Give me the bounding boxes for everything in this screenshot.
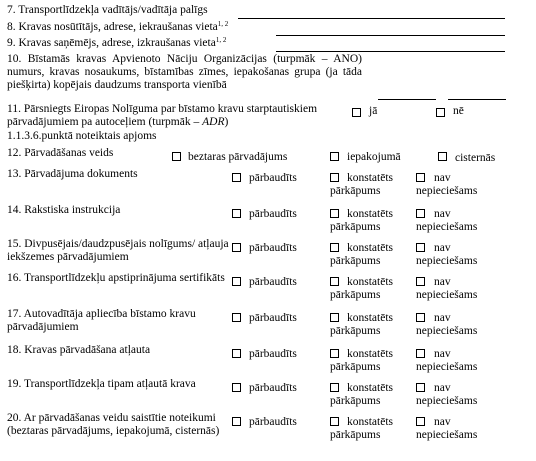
- row-carriage-mode-rules-label: 20. Ar pārvadāšanas veidu saistītie noteikumi (beztaras pārvadājums, iepakojumā, cisternās): [7, 412, 220, 437]
- row-driver-certificate-checked-label: pārbaudīts: [249, 312, 297, 324]
- row-carriage-mode-rules-checked-checkbox[interactable]: [232, 417, 241, 426]
- row-approval-certificate-violation-label-1: konstatēts: [347, 276, 393, 288]
- row-vehicle-type-cargo-checked-label: pārbaudīts: [249, 382, 297, 394]
- row-carriage-permitted-checked-label: pārbaudīts: [249, 348, 297, 360]
- item-12-tank-label: cisternās: [455, 152, 496, 164]
- row-agreement-permit-checked-checkbox[interactable]: [232, 243, 241, 252]
- row-vehicle-type-cargo-checked-checkbox[interactable]: [232, 383, 241, 392]
- row-written-instructions-checked-label: pārbaudīts: [249, 208, 297, 220]
- row-approval-certificate-violation-label-2: pārkāpums: [330, 289, 381, 301]
- item-9-label: 9. Kravas saņēmējs, adrese, izkraušanas vieta$^{1, 2}$: [7, 36, 227, 49]
- row-written-instructions-not-required-checkbox[interactable]: [416, 209, 425, 218]
- row-driver-certificate-not-required-label-1: nav: [434, 312, 451, 324]
- item-7-label: 7. Transportlīdzekļa vadītājs/vadītāja palīgs: [7, 4, 208, 16]
- row-transport-document-violation-label-2: pārkāpums: [330, 185, 381, 197]
- item-12-label: 12. Pārvadāšanas veids: [7, 147, 114, 159]
- row-driver-certificate-not-required-checkbox[interactable]: [416, 313, 425, 322]
- item-11-label: 11. Pārsniegts Eiropas Nolīguma par bīstamo kravu starptautiskiem pārvadājumiem pa autoceļiem (turpmāk – ADR): [7, 103, 318, 128]
- item-11-no-label: nē: [453, 105, 464, 117]
- row-approval-certificate-label: 16. Transportlīdzekļu apstiprinājuma sertifikāts: [7, 272, 225, 284]
- row-agreement-permit-violation-checkbox[interactable]: [330, 243, 339, 252]
- row-vehicle-type-cargo-violation-label-1: konstatēts: [347, 382, 393, 394]
- row-agreement-permit-checked-label: pārbaudīts: [249, 242, 297, 254]
- row-carriage-mode-rules-checked-label: pārbaudīts: [249, 416, 297, 428]
- row-driver-certificate-violation-checkbox[interactable]: [330, 313, 339, 322]
- item-12-packaged-label: iepakojumā: [347, 151, 401, 163]
- row-carriage-mode-rules-violation-checkbox[interactable]: [330, 417, 339, 426]
- row-written-instructions-not-required-label-1: nav: [434, 208, 451, 220]
- row-written-instructions-label: 14. Rakstiska instrukcija: [7, 204, 121, 216]
- row-agreement-permit-violation-label-2: pārkāpums: [330, 255, 381, 267]
- row-written-instructions-violation-label-1: konstatēts: [347, 208, 393, 220]
- item-12-bulk-checkbox[interactable]: [172, 152, 181, 161]
- item-10-label: 10. Bīstamās kravas Apvienoto Nāciju Organizācijas (turpmāk – ANO) numurs, kravas nosaukums, bīstamības zīmes, iepakošanas grupa (ja tāda piešķirta) kopējais daudzums transporta vienībā: [7, 53, 362, 91]
- row-vehicle-type-cargo-not-required-label-1: nav: [434, 382, 451, 394]
- row-carriage-permitted-violation-label-1: konstatēts: [347, 348, 393, 360]
- row-carriage-permitted-violation-label-2: pārkāpums: [330, 361, 381, 373]
- row-approval-certificate-checked-checkbox[interactable]: [232, 277, 241, 286]
- item-11-yes-checkbox[interactable]: [352, 108, 361, 117]
- item-7-entry-line[interactable]: [238, 18, 505, 19]
- row-approval-certificate-not-required-label-1: nav: [434, 276, 451, 288]
- row-written-instructions-checked-checkbox[interactable]: [232, 209, 241, 218]
- row-written-instructions-violation-checkbox[interactable]: [330, 209, 339, 218]
- item-12-tank-checkbox[interactable]: [438, 152, 447, 161]
- row-transport-document-not-required-label-1: nav: [434, 172, 451, 184]
- row-driver-certificate-violation-label-2: pārkāpums: [330, 325, 381, 337]
- item-11-no-checkbox[interactable]: [436, 108, 445, 117]
- row-carriage-permitted-label: 18. Kravas pārvadāšana atļauta: [7, 344, 151, 356]
- row-vehicle-type-cargo-label: 19. Transportlīdzekļa tipam atļautā krava: [7, 378, 196, 390]
- item-12-packaged-checkbox[interactable]: [330, 152, 339, 161]
- item-12-bulk-label: beztaras pārvadājums: [188, 151, 288, 163]
- row-agreement-permit-violation-label-1: konstatēts: [347, 242, 393, 254]
- row-driver-certificate-not-required-label-2: nepieciešams: [416, 325, 478, 337]
- row-transport-document-not-required-label-2: nepieciešams: [416, 185, 478, 197]
- row-agreement-permit-not-required-label-2: nepieciešams: [416, 255, 478, 267]
- row-approval-certificate-violation-checkbox[interactable]: [330, 277, 339, 286]
- row-transport-document-not-required-checkbox[interactable]: [416, 173, 425, 182]
- row-vehicle-type-cargo-not-required-label-2: nepieciešams: [416, 395, 478, 407]
- row-written-instructions-violation-label-2: pārkāpums: [330, 221, 381, 233]
- row-approval-certificate-not-required-checkbox[interactable]: [416, 277, 425, 286]
- row-carriage-mode-rules-not-required-checkbox[interactable]: [416, 417, 425, 426]
- row-written-instructions-not-required-label-2: nepieciešams: [416, 221, 478, 233]
- row-agreement-permit-not-required-label-1: nav: [434, 242, 451, 254]
- item-8-label: 8. Kravas nosūtītājs, adrese, iekraušanas vieta$^{1, 2}$: [7, 20, 229, 33]
- item-9-entry-line[interactable]: [276, 51, 505, 52]
- item-11-yes-label: jā: [369, 105, 378, 117]
- row-carriage-mode-rules-not-required-label-1: nav: [434, 416, 451, 428]
- row-transport-document-label: 13. Pārvadājuma dokuments: [7, 168, 138, 180]
- row-approval-certificate-checked-label: pārbaudīts: [249, 276, 297, 288]
- row-transport-document-checked-checkbox[interactable]: [232, 173, 241, 182]
- row-carriage-permitted-checked-checkbox[interactable]: [232, 349, 241, 358]
- row-carriage-permitted-not-required-label-1: nav: [434, 348, 451, 360]
- row-carriage-permitted-violation-checkbox[interactable]: [330, 349, 339, 358]
- item-10-entry-line-1[interactable]: [378, 99, 436, 100]
- item-8-entry-line[interactable]: [276, 35, 505, 36]
- row-carriage-mode-rules-violation-label-1: konstatēts: [347, 416, 393, 428]
- row-agreement-permit-not-required-checkbox[interactable]: [416, 243, 425, 252]
- row-carriage-permitted-not-required-label-2: nepieciešams: [416, 361, 478, 373]
- row-carriage-mode-rules-not-required-label-2: nepieciešams: [416, 429, 478, 441]
- row-transport-document-violation-checkbox[interactable]: [330, 173, 339, 182]
- row-driver-certificate-checked-checkbox[interactable]: [232, 313, 241, 322]
- row-vehicle-type-cargo-violation-checkbox[interactable]: [330, 383, 339, 392]
- item-10-entry-line-2[interactable]: [448, 99, 506, 100]
- row-carriage-permitted-not-required-checkbox[interactable]: [416, 349, 425, 358]
- row-approval-certificate-not-required-label-2: nepieciešams: [416, 289, 478, 301]
- item-11-label-cont: 1.1.3.6.punktā noteiktais apjoms: [7, 130, 157, 142]
- row-carriage-mode-rules-violation-label-2: pārkāpums: [330, 429, 381, 441]
- row-vehicle-type-cargo-violation-label-2: pārkāpums: [330, 395, 381, 407]
- row-vehicle-type-cargo-not-required-checkbox[interactable]: [416, 383, 425, 392]
- row-transport-document-checked-label: pārbaudīts: [249, 172, 297, 184]
- row-transport-document-violation-label-1: konstatēts: [347, 172, 393, 184]
- row-driver-certificate-violation-label-1: konstatēts: [347, 312, 393, 324]
- row-driver-certificate-label: 17. Autovadītāja apliecība bīstamo kravu pārvadājumiem: [7, 308, 196, 333]
- row-agreement-permit-label: 15. Divpusējais/daudzpusējais nolīgums/ atļauja iekšzemes pārvadājumiem: [7, 238, 229, 263]
